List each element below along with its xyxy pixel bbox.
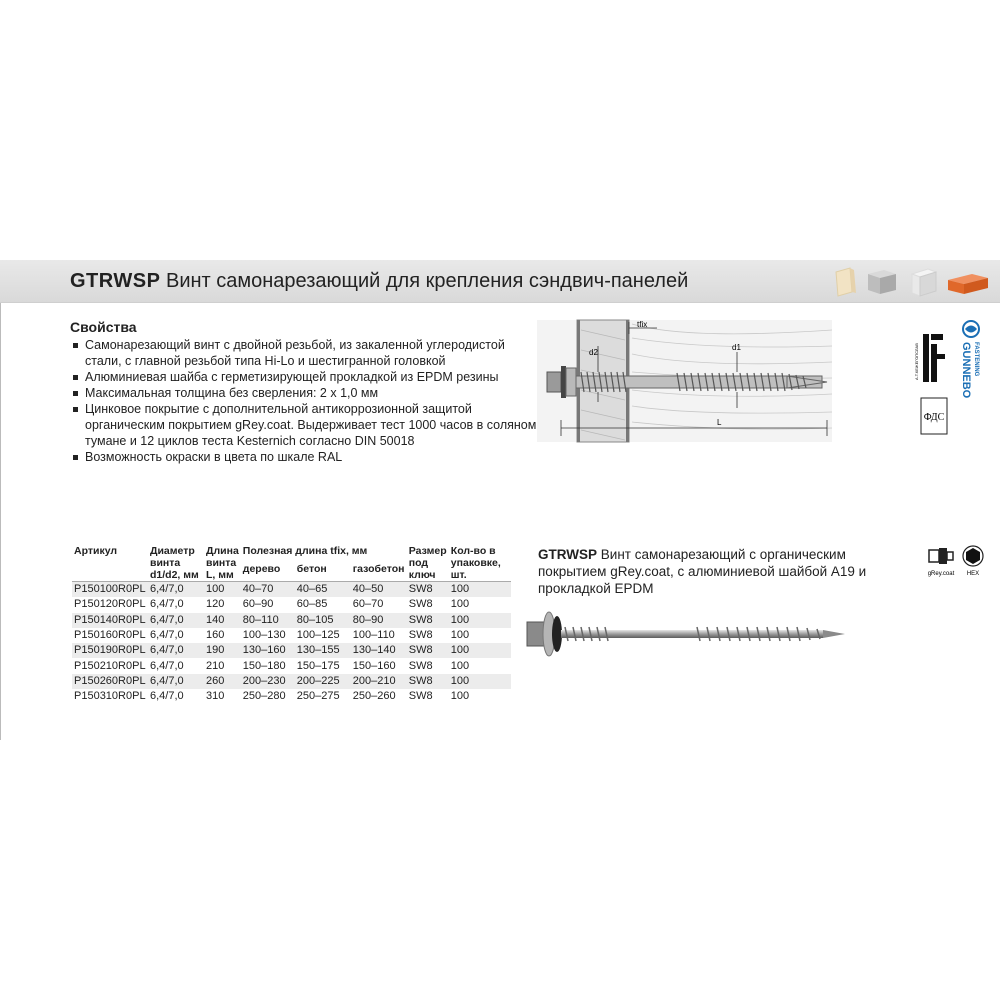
concrete-icon (868, 270, 896, 294)
col-concrete: бетон (295, 563, 351, 582)
cell-aerated: 40–50 (351, 582, 407, 598)
cell-diameter: 6,4/7,0 (150, 598, 184, 611)
cell-wood: 80–110 (241, 613, 295, 628)
product-title: Винт самонарезающий для крепления сэндвич-панелей (165, 270, 689, 292)
cell-article: P150210R0PL (74, 659, 146, 672)
cell-wood: 40–70 (241, 582, 295, 598)
svg-text:FASTENING: FASTENING (973, 342, 979, 377)
cell-wood: 200–230 (241, 674, 295, 689)
table-row (72, 689, 511, 704)
svg-text:ФДС: ФДС (923, 412, 945, 423)
cell-length: 120 (206, 598, 225, 611)
cell-concrete: 60–85 (296, 598, 328, 611)
product-description (538, 546, 918, 597)
hex-head-icon (963, 546, 983, 577)
installation-diagram (537, 320, 832, 447)
list-item: Возможность окраски в цвета по шкале RAL (70, 449, 540, 465)
cell-qty: 100 (449, 674, 511, 689)
cell-article: P150120R0PL (74, 598, 146, 611)
left-rule (0, 300, 1, 740)
cell-concrete: 130–155 (295, 643, 351, 658)
list-item: Самонарезающий винт с двойной резьбой, из закаленной углеродистой стали, с главной резьбой типа Hi-Lo и шестигранной головкой (70, 337, 540, 369)
cell-article: P150140R0PL (72, 613, 148, 628)
cell-concrete: 100–125 (296, 629, 340, 642)
tfix-label: tfix (637, 320, 648, 329)
cell-length: 100 (204, 582, 241, 598)
certification-logos (915, 320, 985, 450)
cell-key: SW8 (408, 659, 433, 672)
grey-coat-icon (928, 548, 955, 577)
cell-diameter: 6,4/7,0 (150, 659, 184, 672)
col-article: Артикул (72, 545, 148, 582)
L-label: L (717, 418, 722, 427)
cell-diameter: 6,4/7,0 (150, 690, 184, 703)
material-icons (832, 266, 992, 298)
product-code: GTRWSP (538, 547, 598, 562)
cell-aerated: 100–110 (352, 629, 395, 642)
cell-aerated: 250–260 (352, 690, 396, 703)
cell-wood: 130–160 (241, 643, 295, 658)
list-item: Цинковое покрытие с дополнительной антикоррозионной защитой органическим покрытием gRey.coat. Выдерживает тест 1000 часов в соляном тумане и 12 циклов теста Kesternich согласно DIN 50018 (70, 401, 540, 449)
cell-qty: 100 (449, 582, 511, 598)
col-key: Размер под ключ (407, 545, 449, 582)
cell-diameter: 6,4/7,0 (148, 613, 204, 628)
cell-qty: 100 (449, 613, 511, 628)
list-item: Алюминиевая шайба с герметизирующей прокладкой из EPDM резины (70, 369, 540, 385)
cell-length: 160 (206, 629, 225, 642)
table-row (72, 643, 511, 658)
fds-logo (921, 398, 947, 434)
cell-qty: 100 (450, 690, 470, 703)
cell-key: SW8 (407, 613, 449, 628)
cell-wood: 60–90 (242, 598, 274, 611)
cell-key: SW8 (407, 582, 449, 598)
ifi-logo (914, 334, 945, 382)
spec-table (72, 545, 511, 704)
table-row (72, 674, 511, 689)
svg-text:HEX: HEX (966, 571, 980, 577)
cell-wood: 250–280 (242, 690, 286, 703)
col-qty: Кол-во в упаковке, шт. (449, 545, 511, 582)
cell-aerated: 80–90 (351, 613, 407, 628)
cell-length: 210 (206, 659, 225, 672)
page-title (70, 270, 688, 293)
aerated-concrete-icon (912, 269, 936, 296)
col-useful: Полезная длина tfix, мм (242, 545, 368, 557)
feature-icons (927, 544, 989, 585)
table-row (72, 597, 511, 612)
cell-article: P150190R0PL (72, 643, 148, 658)
svg-text:А.Т.КЕЖЕГОПСЛАВ: А.Т.КЕЖЕГОПСЛАВ (914, 343, 919, 380)
cell-key: SW8 (408, 598, 433, 611)
svg-text:gRey.coat: gRey.coat (927, 571, 955, 577)
properties-heading: Свойства (70, 319, 137, 335)
d1-label: d1 (732, 343, 741, 352)
cell-wood: 100–130 (242, 629, 286, 642)
cell-key: SW8 (408, 629, 433, 642)
cell-key: SW8 (408, 690, 433, 703)
cell-concrete: 80–105 (295, 613, 351, 628)
cell-wood: 150–180 (242, 659, 286, 672)
cell-aerated: 150–160 (352, 659, 396, 672)
cell-qty: 100 (449, 643, 511, 658)
cell-article: P150100R0PL (72, 582, 148, 598)
screw-photo (527, 610, 847, 665)
cell-concrete: 200–225 (295, 674, 351, 689)
cell-diameter: 6,4/7,0 (150, 629, 184, 642)
table-row (72, 628, 511, 643)
cell-article: P150260R0PL (72, 674, 148, 689)
cell-article: P150160R0PL (74, 629, 146, 642)
table-row (72, 658, 511, 673)
cell-length: 140 (204, 613, 241, 628)
cell-concrete: 250–275 (296, 690, 340, 703)
cell-qty: 100 (450, 598, 470, 611)
list-item: Максимальная толщина без сверления: 2 x 1,0 мм (70, 385, 540, 401)
cell-article: P150310R0PL (74, 690, 146, 703)
cell-aerated: 200–210 (351, 674, 407, 689)
cell-diameter: 6,4/7,0 (148, 643, 204, 658)
cell-diameter: 6,4/7,0 (148, 582, 204, 598)
product-code: GTRWSP (70, 270, 161, 292)
spec-table-body (72, 582, 511, 705)
d2-label: d2 (589, 348, 598, 357)
cell-concrete: 40–65 (295, 582, 351, 598)
gunnebo-logo (960, 321, 979, 399)
cell-key: SW8 (407, 643, 449, 658)
properties-list (70, 337, 540, 465)
cell-qty: 100 (450, 629, 470, 642)
cell-concrete: 150–175 (296, 659, 340, 672)
brick-icon (948, 274, 988, 294)
col-diameter: Диаметр винта d1/d2, мм (148, 545, 204, 582)
cell-length: 310 (206, 690, 225, 703)
cell-length: 260 (204, 674, 241, 689)
cell-aerated: 130–140 (351, 643, 407, 658)
product-text: Винт самонарезающий с органическим покрытием gRey.coat, с алюминиевой шайбой A19 и прокладкой EPDM (538, 547, 867, 596)
cell-aerated: 60–70 (352, 598, 384, 611)
wood-icon (836, 268, 856, 296)
cell-key: SW8 (407, 674, 449, 689)
cell-length: 190 (204, 643, 241, 658)
col-aerated: газобетон (351, 563, 407, 582)
svg-text:GUNNEBO: GUNNEBO (960, 342, 972, 399)
col-wood: дерево (241, 563, 295, 582)
col-length: Длина винта L, мм (206, 545, 239, 581)
table-row (72, 613, 511, 628)
cell-diameter: 6,4/7,0 (148, 674, 204, 689)
cell-qty: 100 (450, 659, 470, 672)
table-row (72, 582, 511, 598)
